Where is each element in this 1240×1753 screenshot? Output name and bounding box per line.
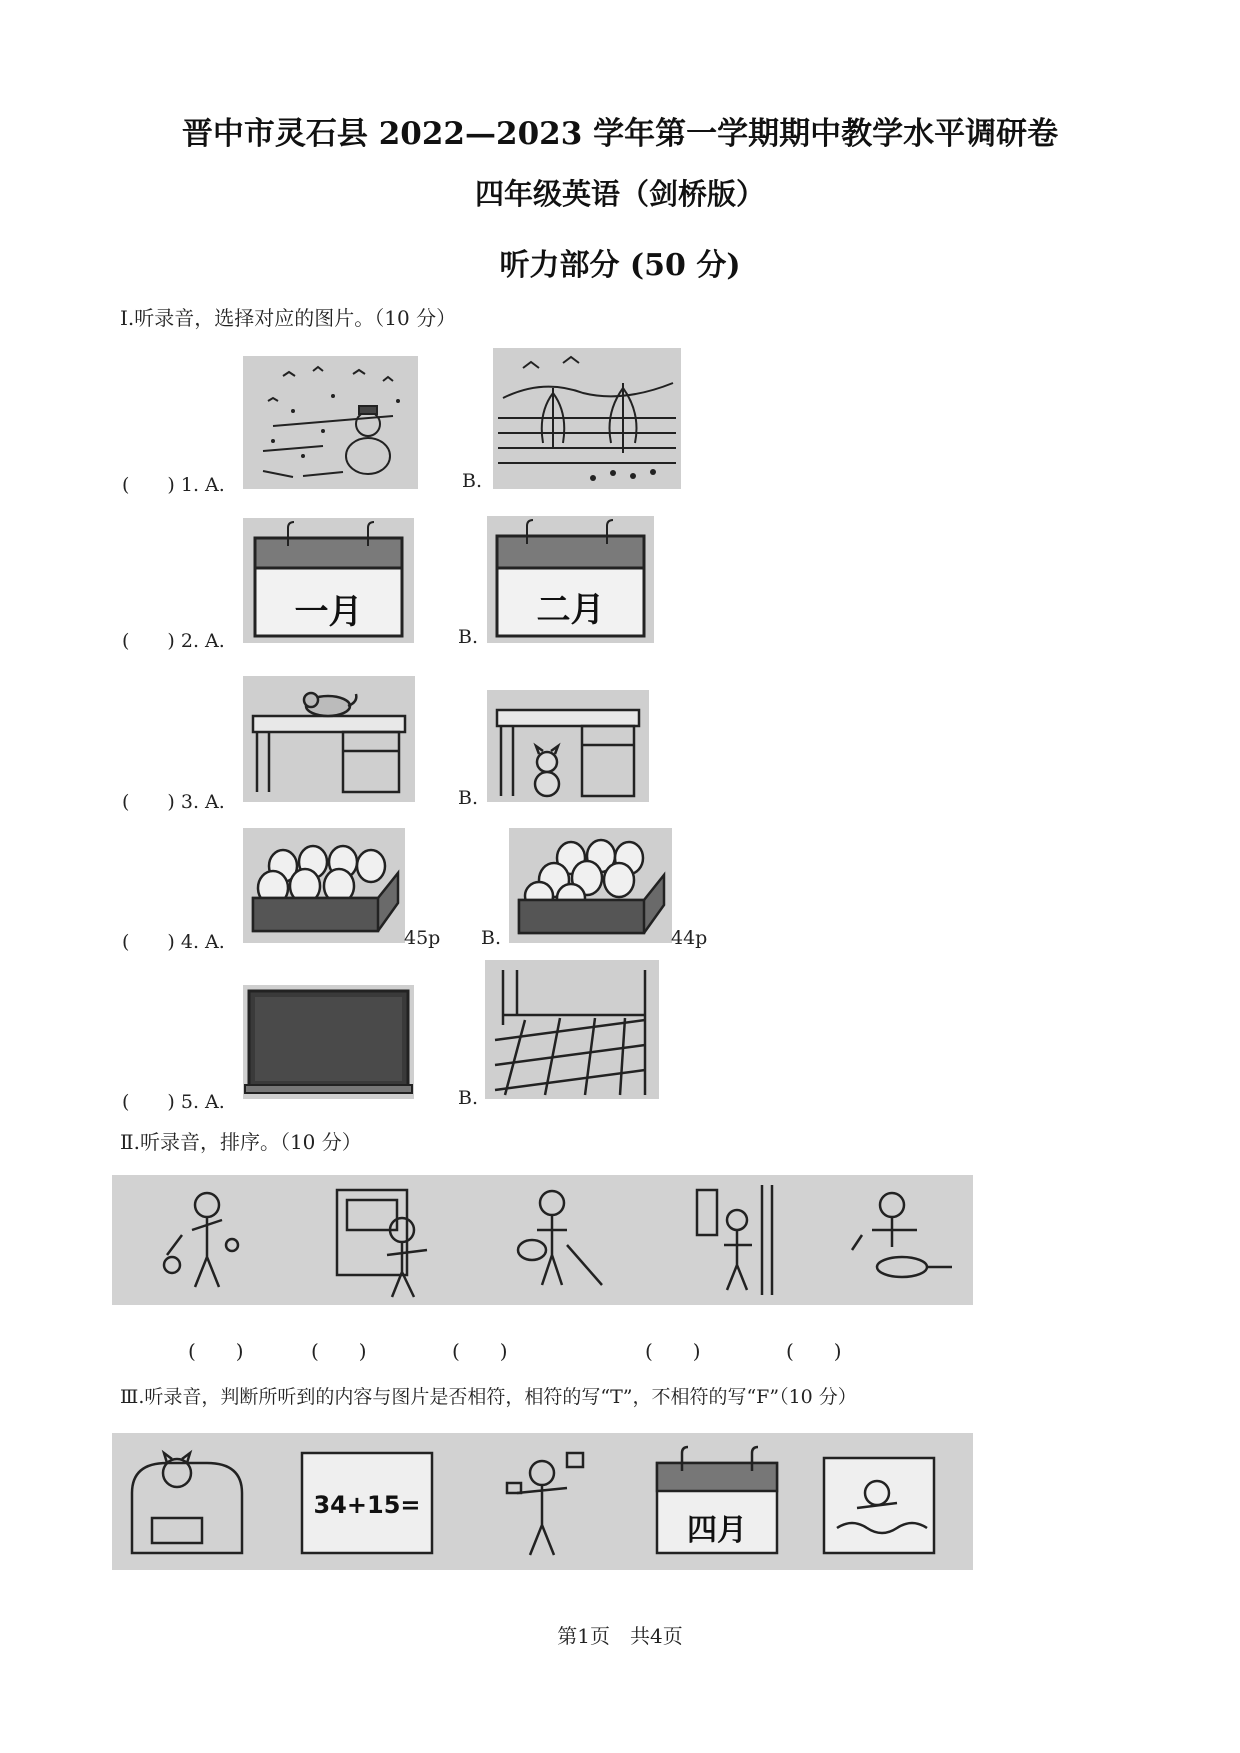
blackboard-picture bbox=[243, 985, 414, 1099]
order-blank-2[interactable]: ( ) bbox=[311, 1339, 367, 1363]
calendar-january-picture bbox=[243, 518, 414, 643]
calendar-february-picture bbox=[487, 516, 654, 643]
eggs-box-a-picture bbox=[243, 828, 405, 943]
order-blank-5[interactable]: ( ) bbox=[786, 1339, 842, 1363]
math-card-text: 34+15= bbox=[313, 1491, 421, 1519]
tiger-door-picture bbox=[697, 1185, 772, 1295]
question-1-b-label: B. bbox=[462, 470, 483, 492]
question-1-label: ( ) 1. A. bbox=[122, 474, 225, 496]
question-3-label: ( ) 3. A. bbox=[122, 791, 225, 813]
cat-on-desk-picture bbox=[243, 676, 415, 802]
spring-willow-picture bbox=[493, 348, 681, 489]
price-a: 45p bbox=[404, 927, 441, 949]
swimming-picture bbox=[824, 1458, 934, 1553]
question-2-b-label: B. bbox=[458, 626, 479, 648]
question-4-b-label: B. bbox=[481, 927, 502, 949]
calendar-b-text: 二月 bbox=[536, 590, 605, 630]
tiger-bag-picture bbox=[518, 1191, 602, 1285]
exam-subtitle: 四年级英语（剑桥版） bbox=[474, 177, 765, 211]
question-5-b-label: B. bbox=[458, 1087, 479, 1109]
question-5-label: ( ) 5. A. bbox=[122, 1091, 225, 1113]
true-false-pictures-band bbox=[112, 1433, 973, 1570]
order-blank-4[interactable]: ( ) bbox=[645, 1339, 701, 1363]
price-b: 44p bbox=[671, 927, 708, 949]
floor-picture bbox=[485, 960, 659, 1099]
question-4-label: ( ) 4. A. bbox=[122, 931, 225, 953]
tiger-cooking-picture bbox=[852, 1193, 952, 1277]
question-3-b-label: B. bbox=[458, 787, 479, 809]
order-blank-1[interactable]: ( ) bbox=[188, 1339, 244, 1363]
exam-title: 晋中市灵石县 2022—2023 学年第一学期期中教学水平调研卷 bbox=[181, 116, 1059, 152]
calendar-april-text: 四月 bbox=[687, 1513, 747, 1548]
cat-under-desk-picture bbox=[487, 690, 649, 802]
sequence-pictures-band bbox=[112, 1175, 973, 1305]
question-2-label: ( ) 2. A. bbox=[122, 630, 225, 652]
section2-heading: Ⅱ.听录音，排序。（10 分） bbox=[120, 1130, 362, 1154]
winter-snowman-picture bbox=[243, 356, 418, 489]
section3-heading: Ⅲ.听录音，判断所听到的内容与图片是否相符，相符的写“T”，不相符的写“F”（10 分） bbox=[120, 1386, 857, 1408]
calendar-a-text: 一月 bbox=[294, 592, 363, 632]
tiger-waiter-picture bbox=[507, 1453, 583, 1555]
page-number: 第1页 共4页 bbox=[557, 1624, 683, 1648]
part-title: 听力部分 (50 分) bbox=[499, 248, 741, 283]
eggs-box-b-picture bbox=[509, 828, 672, 943]
order-blank-3[interactable]: ( ) bbox=[452, 1339, 508, 1363]
tiger-brushing-picture bbox=[164, 1193, 238, 1287]
section1-heading: Ⅰ.听录音，选择对应的图片。（10 分） bbox=[120, 306, 457, 330]
cat-in-bag-picture bbox=[132, 1453, 242, 1553]
tiger-window-picture bbox=[337, 1190, 427, 1297]
